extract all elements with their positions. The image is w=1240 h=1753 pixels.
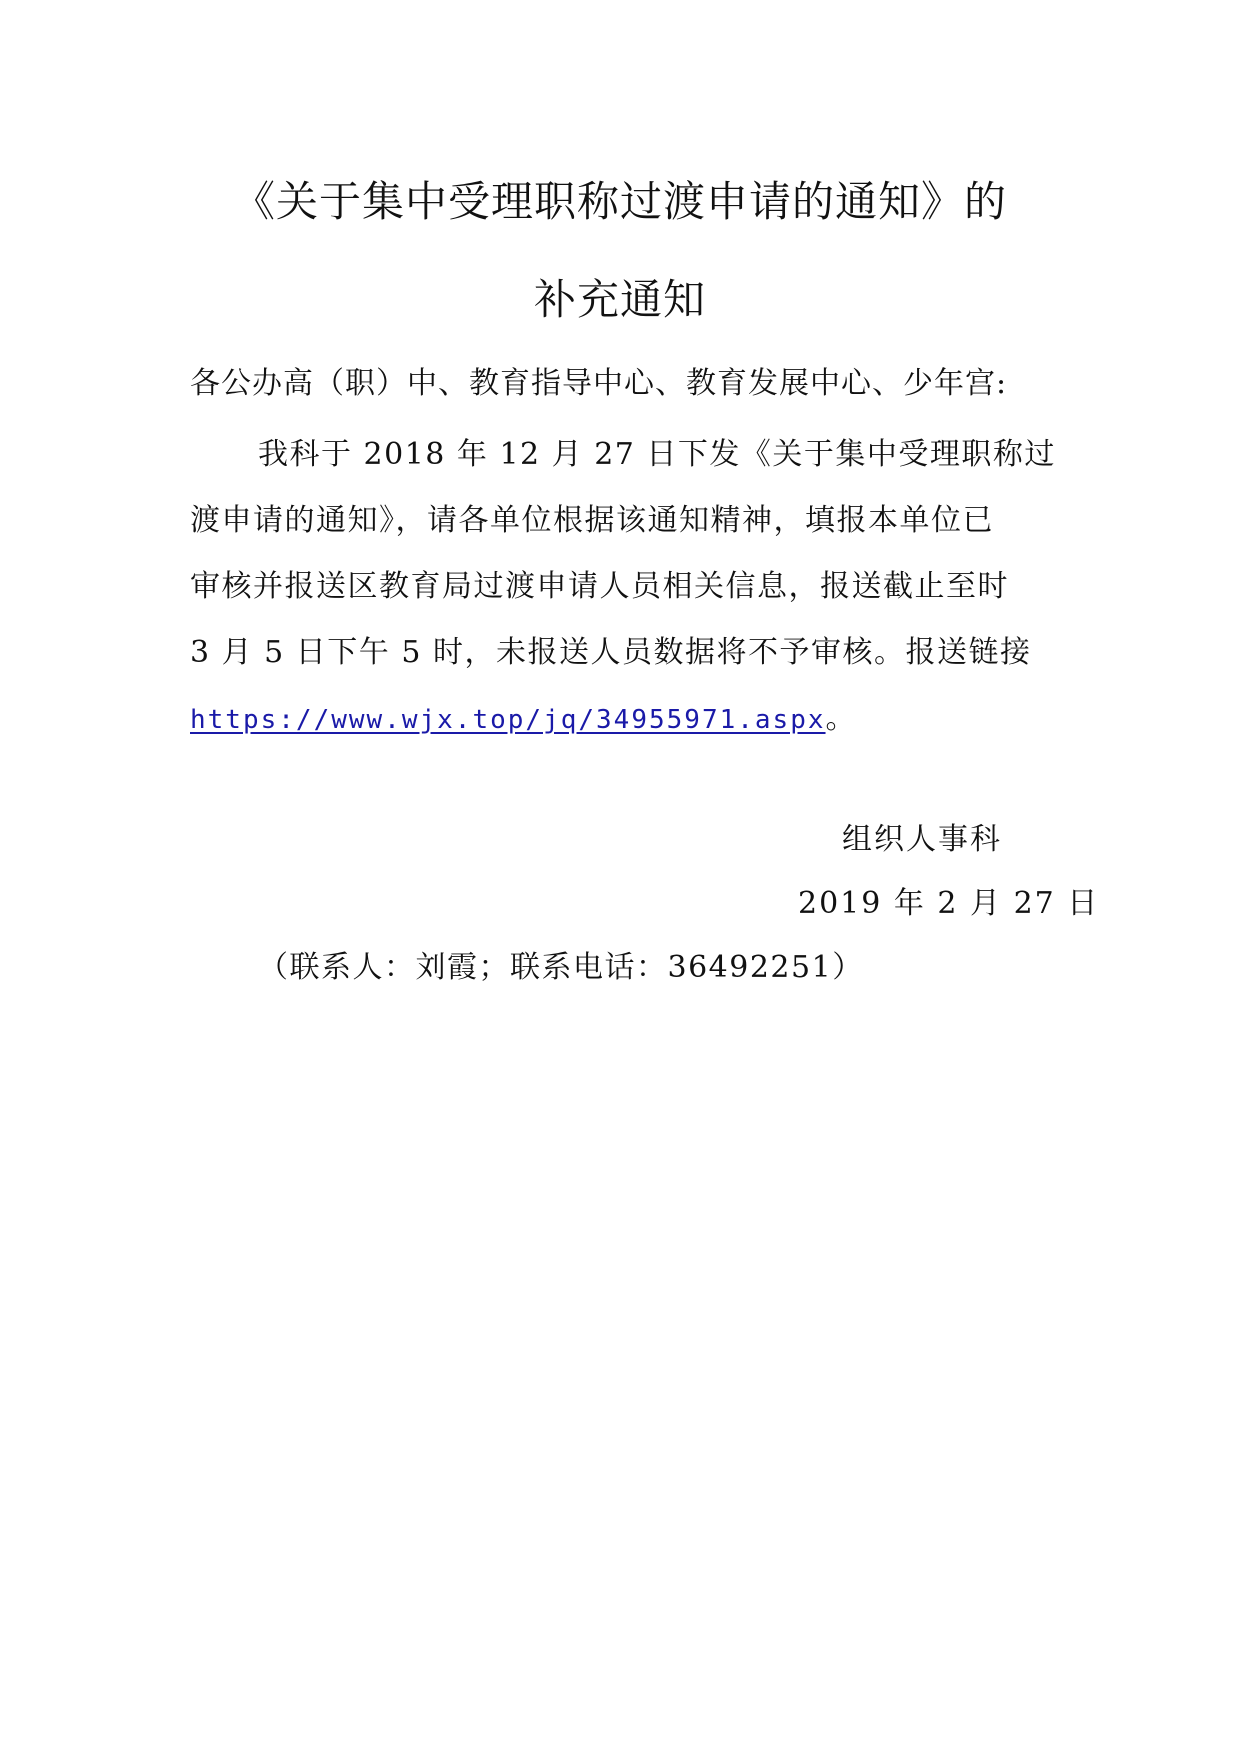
link-suffix: 。 xyxy=(825,701,858,736)
paragraph-line-2: 渡申请的通知》，请各单位根据该通知精神，填报本单位已 xyxy=(190,503,994,538)
contact-info: （联系人：刘霞；联系电话：36492251） xyxy=(258,950,864,985)
paragraph-line-5 xyxy=(190,686,1050,752)
document-title-line-2: 补充通知 xyxy=(533,275,706,324)
document-title-line-1: 《关于集中受理职称过渡申请的通知》的 xyxy=(232,177,1007,226)
main-paragraph xyxy=(190,422,1056,752)
paragraph-line-1: 我科于 2018 年 12 月 27 日下发《关于集中受理职称过 xyxy=(258,437,1056,472)
salutation: 各公办高（职）中、教育指导中心、教育发展中心、少年宫: xyxy=(190,366,1008,401)
signature-date: 2019 年 2 月 27 日 xyxy=(798,886,1100,921)
paragraph-line-4: 3 月 5 日下午 5 时，未报送人员数据将不予审核。报送链接 xyxy=(190,635,1032,670)
paragraph-line-3: 审核并报送区教育局过渡申请人员相关信息，报送截止至时 xyxy=(190,569,1009,604)
survey-link[interactable]: https://www.wjx.top/jq/34955971.aspx xyxy=(190,705,826,735)
signature-department: 组织人事科 xyxy=(842,822,1002,857)
